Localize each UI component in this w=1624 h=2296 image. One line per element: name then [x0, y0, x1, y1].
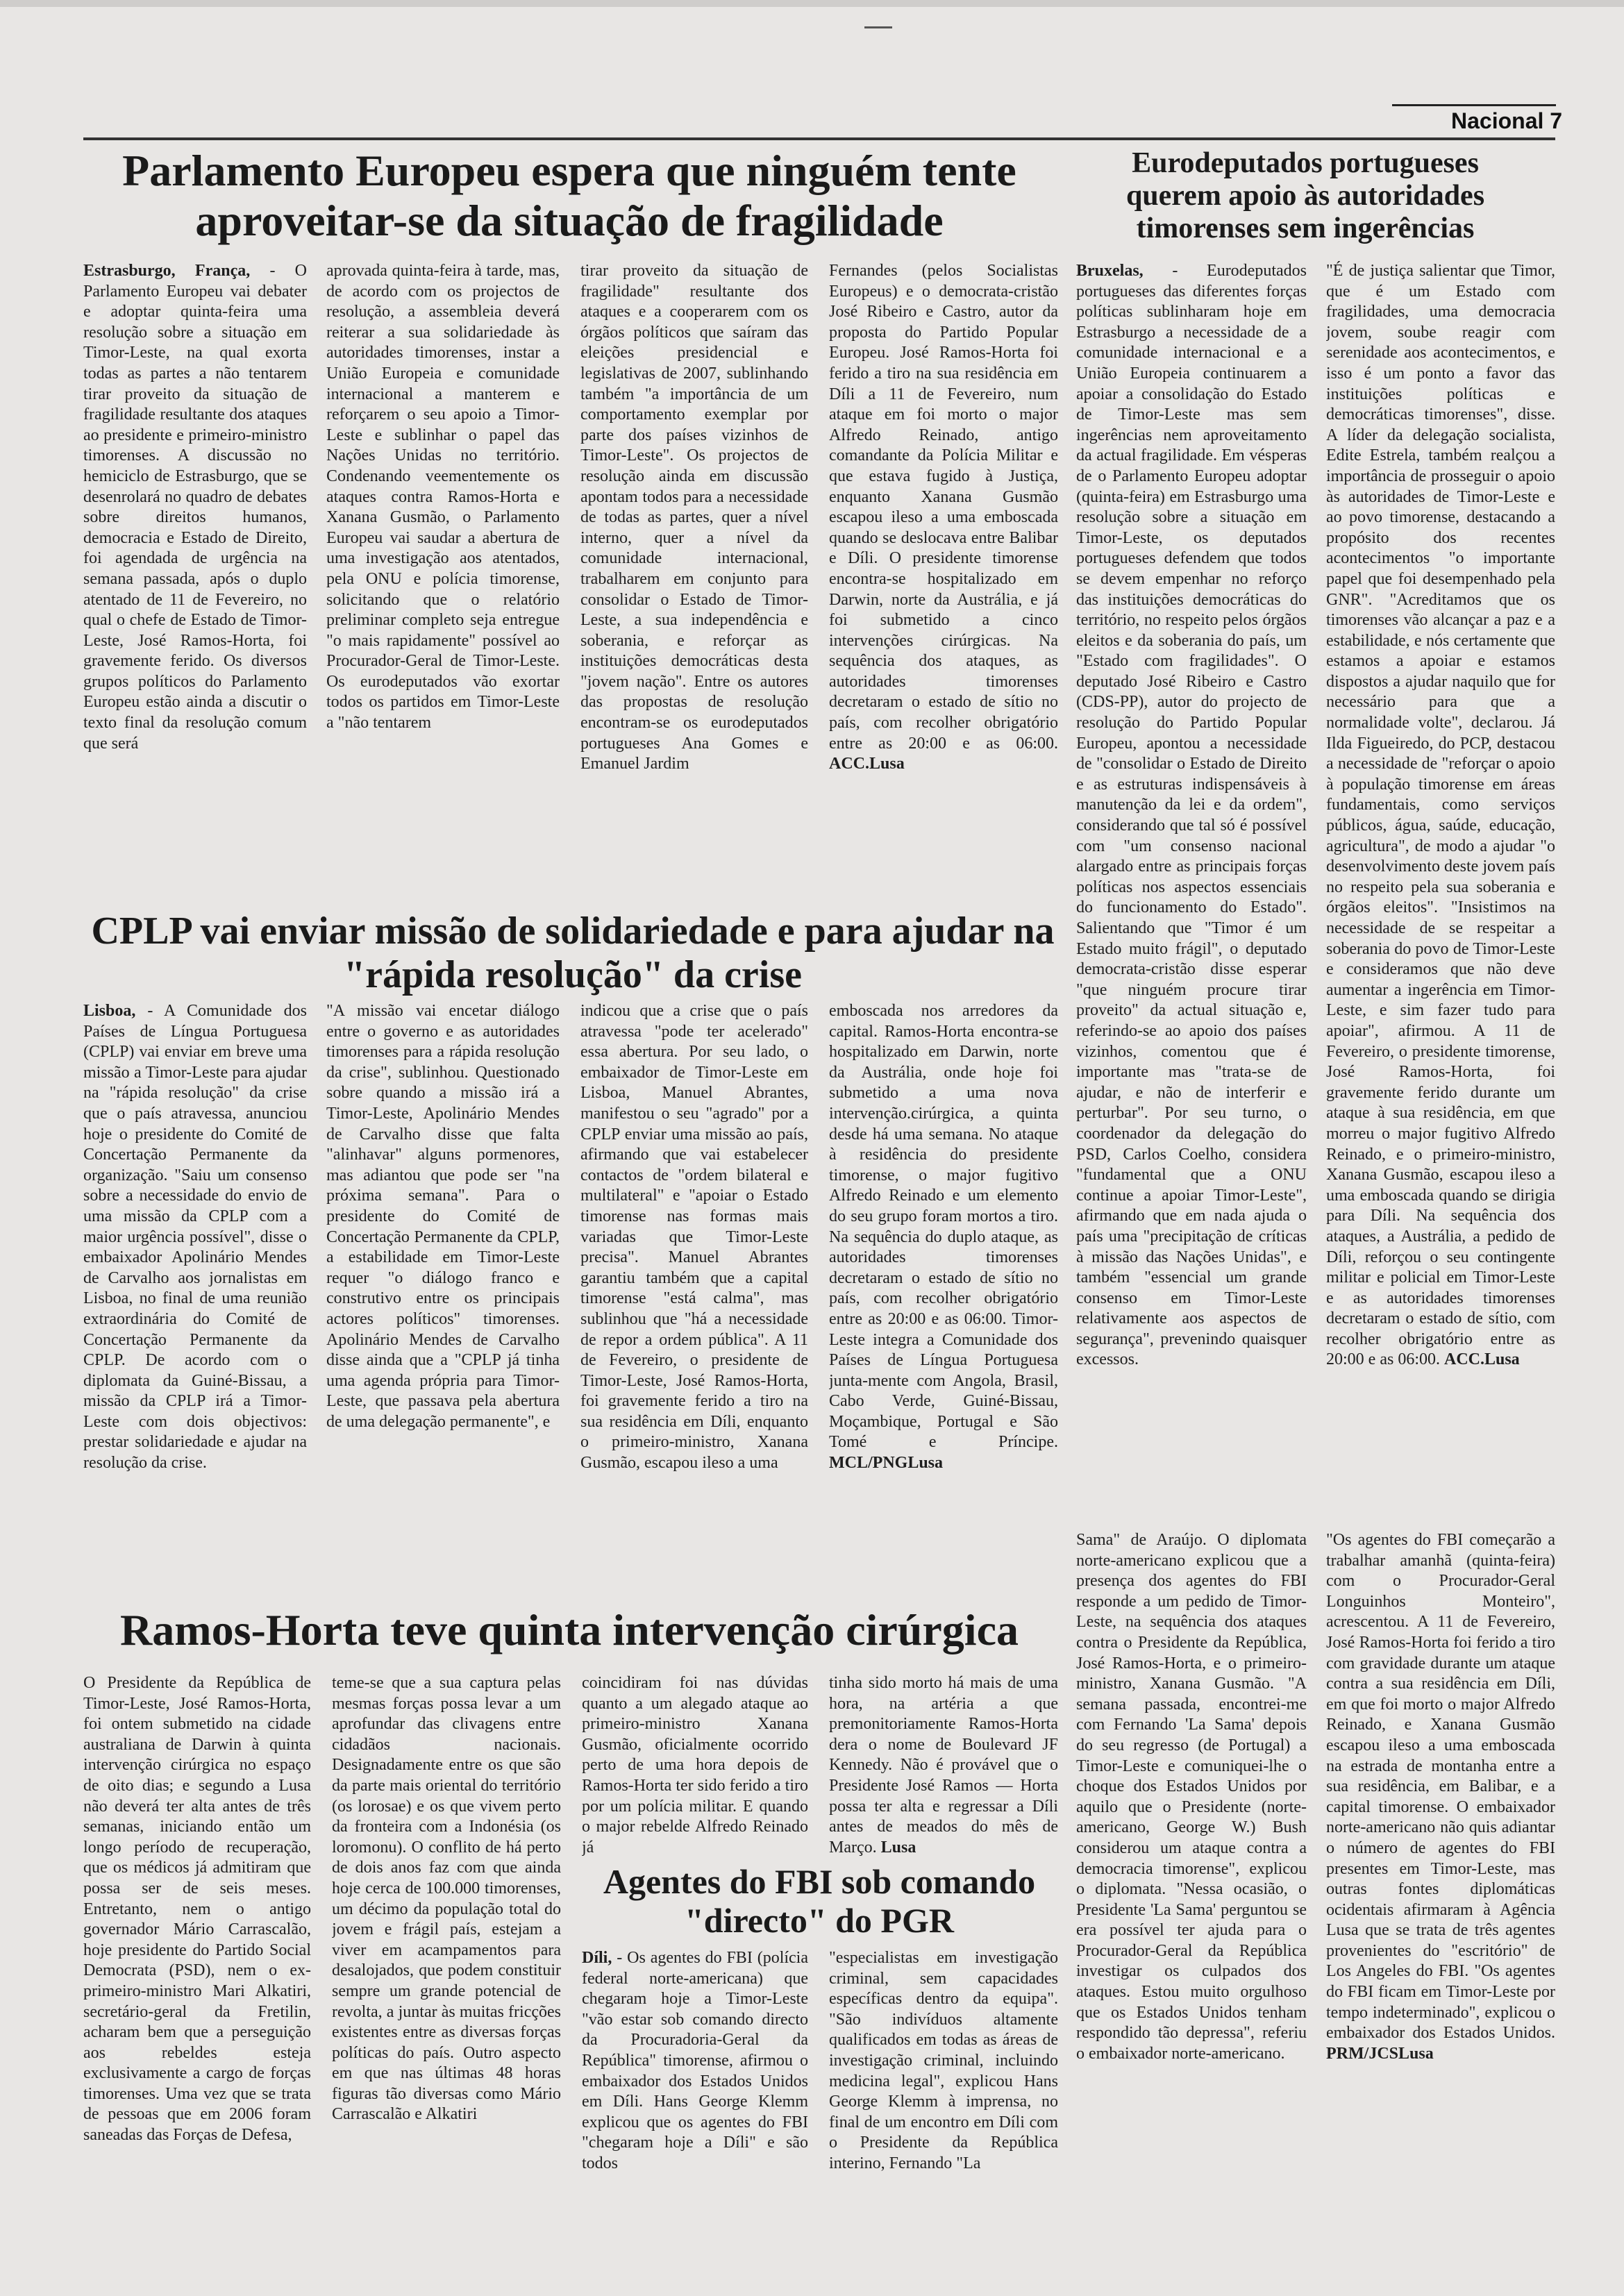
- parlamento-col2-text: aprovada quinta-feira à tarde, mas, de acordo com os projectos de resolução, a assembleia deverá reiterar a sua solidariedade às autoridades timorenses, instar a União Europeia e comunidade internacional a manterem e reforçarem o seu apoio a Timor-Leste e sublinhar o papel das Nações Unidas no território. Condenando veementemente os ataques contra Ramos-Horta e Xanana Gusmão, o Parlamento Europeu vai saudar a abertura de uma investigação aos atentados, pela ONU e polícia timorense, solicitando que o relatório preliminar completo seja entregue "o mais rapidamente" possível ao Procurador-Geral de Timor-Leste. Os eurodeputados vão exortar todos os partidos em Timor-Leste a "não tentarem: [326, 262, 560, 732]
- cplp-col2-text: "A missão vai encetar diálogo entre o governo e as autoridades timorenses para a rápida resolução da crise", sublinhou. Questionado sobre quando a missão irá a Timor-Leste, Apolinário Mendes de Carvalho disse que falta "alinhavar" alguns pormenores, mas adiantou que pode ser "na próxima semana". Para o presidente do Comité de Concertação Permanente da CPLP, a estabilidade em Timor-Leste requer "o diálogo franco e construtivo entre os principais actores políticos" timorenses. Apolinário Mendes de Carvalho disse ainda que a "CPLP já tinha uma agenda própria para Timor-Leste, que passava pela abertura de uma delegação permanente", e: [326, 1002, 560, 1431]
- fbi-signoff: PRM/JCSLusa: [1326, 2044, 1434, 2063]
- ramos-horta-column-2: [332, 1673, 561, 2208]
- eurodeputados-column-2: [1326, 261, 1555, 1511]
- fbi-column-2: [829, 1948, 1058, 2205]
- ramos-horta-column-4: [829, 1673, 1058, 1861]
- cplp-column-4: [829, 1001, 1058, 1598]
- cplp-col4-text: emboscada nos arredores da capital. Ramos-Horta encontra-se hospitalizado em Darwin, norte da Austrália, onde hoje foi submetido a uma nova intervenção.cirúrgica, a quinta desde há uma semana. No ataque à residência do presidente timorense, o major fugitivo Alfredo Reinado e um elemento do seu grupo foram mortos a tiro. Na sequência do duplo ataque, as autoridades timorenses decretaram o estado de sítio no país, com recolher obrigatório entre as 20:00 e as 06:00. Timor-Leste integra a Comunidade dos Países de Língua Portuguesa junta-mente com Angola, Brasil, Cabo Verde, Guiné-Bissau, Moçambique, Portugal e São Tomé e Príncipe.: [829, 1002, 1058, 1452]
- headline-fbi: Agentes do FBI sob comando "directo" do PGR: [603, 1862, 1036, 1940]
- ramos-horta-signoff: Lusa: [880, 1838, 916, 1857]
- parlamento-column-3: [580, 261, 808, 903]
- ramos-horta-col4-text: tinha sido morto há mais de uma hora, na artéria a que premonitoriamente Ramos-Horta dera o nome de Boulevard JF Kennedy. Não é provável que o Presidente José Ramos — Horta possa ter alta e regressar a Díli antes de meados do mês de Março.: [829, 1674, 1058, 1857]
- ramos-horta-column-1: [83, 1673, 311, 2208]
- fbi-column-1: [582, 1948, 808, 2205]
- fbi-col1-text: - Os agentes do FBI (polícia federal norte-americana) que chegaram hoje a Timor-Leste "vão estar sob comando directo da Procuradoria-Geral da República" timorense, afirmou o embaixador dos Estados Unidos em Díli. Hans George Klemm explicou que os agentes do FBI "chegaram hoje a Díli" e são todos: [582, 1949, 808, 2172]
- folio-tick-mark: [864, 26, 892, 28]
- cplp-column-2: [326, 1001, 560, 1598]
- parlamento-col1-text: - O Parlamento Europeu vai debater e adoptar quinta-feira uma resolução sobre a situação em Timor-Leste, na qual exorta todas as partes a não tentarem tirar proveito da situação de fragilidade resultante dos ataques ao presidente e primeiro-ministro timorenses. A discussão no hemiciclo de Estrasburgo, que se desenrolará no quadro de debates sobre direitos humanos, democracia e Estado de Direito, foi agendada de urgência na semana passada, após o duplo atentado de 11 de Fevereiro, no qual o chefe de Estado de Timor-Leste, José Ramos-Horta, foi gravemente ferido. Os diversos grupos políticos do Parlamento Europeu estão ainda a discutir o texto final da resolução comum que será: [83, 262, 307, 753]
- section-page-label: Nacional 7: [1451, 108, 1563, 133]
- ramos-horta-column-3: [582, 1673, 808, 1861]
- cplp-col3-text: indicou que a crise que o país atravessa "pode ter acelerado" essa abertura. Por seu lado, o embaixador de Timor-Leste em Lisboa, Manuel Abrantes, manifestou o seu "agrado" por a CPLP enviar uma missão ao país, afirmando que vai estabelecer contactos de "ordem bilateral e multilateral" e "apoiar o Estado timorense nas formas mais variadas que Timor-Leste precisa". Manuel Abrantes garantiu também que a capital timorense "está calma", mas sublinhou que "há a necessidade de repor a ordem pública". A 11 de Fevereiro, o presidente de Timor-Leste, José Ramos-Horta, foi gravemente ferido a tiro na sua residência em Díli, enquanto o primeiro-ministro, Xanana Gusmão, escapou ileso a uma: [580, 1002, 808, 1473]
- parlamento-column-1: [83, 261, 307, 903]
- cplp-col1-text: - A Comunidade dos Países de Língua Portuguesa (CPLP) vai enviar em breve uma missão a Timor-Leste para ajudar na "rápida resolução" da crise que o país atravessa, anunciou hoje o presidente do Comité de Concertação Permanente da organização. "Saiu um consenso sobre a necessidade do envio de uma missão da CPLP com a maior urgência possível", disse o embaixador Apolinário Mendes de Carvalho aos jornalistas em Lisboa, no final de uma reunião extraordinária do Comité de Concertação Permanente da CPLP. De acordo com o diplomata da Guiné-Bissau, a missão da CPLP irá a Timor-Leste com dois objectivos: prestar solidariedade e ajudar na resolução da crise.: [83, 1002, 307, 1473]
- ramos-horta-col2-text: teme-se que a sua captura pelas mesmas forças possa levar a um aprofundar das clivagens entre cidadãos nacionais. Designadamente entre os que são da parte mais oriental do território (os lorosae) e os que vivem perto da fronteira com a Indonésia (os loromonu). O conflito de há perto de dois anos faz com que ainda hoje cerca de 100.000 timorenses, um décimo da população total do jovem e frágil país, estejam a viver em acampamentos para desalojados, que podem constituir sempre um grande potencial de revolta, a juntar às muitas fricções existentes entre as diversas forças políticas do país. Outro aspecto em que nas últimas 48 horas figuras tão diversas como Mário Carrascalão e Alkatiri: [332, 1674, 561, 2124]
- page-top-edge: [0, 0, 1624, 7]
- cplp-signoff: MCL/PNGLusa: [829, 1454, 944, 1473]
- parlamento-dateline: Estrasburgo, França,: [83, 262, 251, 280]
- parlamento-column-4: [829, 261, 1058, 903]
- fbi-column-4: [1326, 1530, 1555, 2211]
- fbi-col2-text: "especialistas em investigação criminal, sem capacidades específicas dentro da equipa". "São indivíduos altamente qualificados em todas as áreas de investigação criminal, incluindo medicina legal", explicou Hans George Klemm à imprensa, no final de um encontro em Díli com o Presidente da República interino, Fernando "La: [829, 1949, 1058, 2172]
- cplp-column-1: [83, 1001, 307, 1598]
- section-header-rule: [1392, 104, 1556, 106]
- parlamento-col4-text: Fernandes (pelos Socialistas Europeus) e o democrata-cristão José Ribeiro e Castro, autor da proposta do Partido Popular Europeu. José Ramos-Horta foi ferido a tiro na sua residência em Díli a 11 de Fevereiro, num ataque em foi morto o major Alfredo Reinado, antigo comandante da Polícia Militar e que estava fugido à Justiça, enquanto Xanana Gusmão escapou ileso a uma emboscada quando se deslocava entre Balibar e Díli. O presidente timorense encontra-se hospitalizado em Darwin, norte da Austrália, e já foi submetido a cinco intervenções cirúrgicas. Na sequência dos ataques, as autoridades timorenses decretaram o estado de sítio no país, com recolher obrigatório entre as 20:00 e as 06:00.: [829, 262, 1058, 753]
- headline-parlamento: Parlamento Europeu espera que ninguém tente aproveitar-se da situação de fragilidade: [122, 146, 1016, 245]
- eurodeputados-col2-text: "É de justiça salientar que Timor, que é um Estado com fragilidades, uma democracia jovem, soube reagir com serenidade aos acontecimentos, e isso é um ponto a favor das instituições políticas e democráticas timorenses", disse. A líder da delegação socialista, Edite Estrela, também realçou a importância de prosseguir o apoio às autoridades de Timor-Leste e ao povo timorense, destacando a propósito dos recentes acontecimentos "o importante papel que foi desempenhado pela GNR". "Acreditamos que os timorenses vão alcançar a paz e a estabilidade, e nós certamente que estamos a apoiar e estamos dispostos a ajudar naquilo que for necessário para que a normalidade volte", declarou. Já Ilda Figueiredo, do PCP, destacou a necessidade de "reforçar o apoio à população timorense em áreas fundamentais, como serviços públicos, água, saúde, educação, agricultura", de modo a ajudar "o desenvolvimento deste jovem país no respeito pela sua soberania e órgãos eleitos". "Insistimos na necessidade de se respeitar a soberania do povo de Timor-Leste e consideramos que não deve aumentar a ingerência em Timor-Leste, e sim fazer tudo para apoiar", afirmou. A 11 de Fevereiro, o presidente timorense, José Ramos-Horta, foi gravemente ferido durante um ataque à sua residência, em que morreu o major fugitivo Alfredo Reinado, e o primeiro-ministro, Xanana Gusmão, escapou ileso a uma emboscada quando se dirigia para Díli. Na sequência dos ataques, a Austrália, a pedido de Díli, reforçou o seu contingente militar e policial em Timor-Leste e as autoridades timorenses decretaram o estado de sítio, com recolher obrigatório entre as 20:00 e as 06:00.: [1326, 262, 1555, 1369]
- headline-cplp: CPLP vai enviar missão de solidariedade e para ajudar na "rápida resolução" da crise: [91, 910, 1055, 996]
- fbi-col4-text: "Os agentes do FBI começarão a trabalhar amanhã (quinta-feira) com o Procurador-Geral Longuinhos Monteiro", acrescentou. A 11 de Fevereiro, José Ramos-Horta foi ferido a tiro com gravidade durante um ataque contra a sua residência em Díli, em que foi morto o major Alfredo Reinado, e Xanana Gusmão escapou ileso a uma emboscada na estrada de montanha entre a sua residência, em Balibar, e a capital timorense. O embaixador norte-americano não quis adiantar o número de agentes do FBI presentes em Timor-Leste, mas outras fontes diplomáticas ocidentais afirmaram à Agência Lusa que se trata de três agentes provenientes do "escritório" de Los Angeles do FBI. "Os agentes do FBI ficam em Timor-Leste por tempo indeterminado", explicou o embaixador dos Estados Unidos.: [1326, 1531, 1555, 2043]
- parlamento-signoff: ACC.Lusa: [829, 755, 905, 773]
- fbi-dateline: Díli,: [582, 1949, 612, 1967]
- ramos-horta-col3-text: coincidiram foi nas dúvidas quanto a um alegado ataque ao primeiro-ministro Xanana Gusmão, oficialmente ocorrido perto de uma hora depois de Ramos-Horta ter sido ferido a tiro por um polícia militar. E quando o major rebelde Alfredo Reinado já: [582, 1674, 808, 1857]
- parlamento-col3-text: tirar proveito da situação de fragilidade" resultante dos ataques e a cooperarem com os órgãos políticos que saíram das eleições presidencial e legislativas de 2007, sublinhando também "a importância de um comportamento exemplar por parte dos países vizinhos de Timor-Leste". Os projectos de resolução ainda em discussão apontam todos para a necessidade de todas as partes, quer a nível interno, quer a nível da comunidade internacional, trabalharem em conjunto para consolidar o Estado de Timor-Leste, a sua independência e soberania, e reforçar as instituições democráticas desta "jovem nação". Entre os autores das propostas de resolução encontram-se os eurodeputados portugueses Ana Gomes e Emanuel Jardim: [580, 262, 808, 773]
- fbi-column-3: [1076, 1530, 1307, 2211]
- parlamento-column-2: [326, 261, 560, 903]
- ramos-horta-col1-text: O Presidente da República de Timor-Leste, José Ramos-Horta, foi ontem submetido na cidade australiana de Darwin à quinta intervenção cirúrgica no espaço de oito dias; e segundo a Lusa não deverá ter alta antes de três semanas, iniciando então um longo período de recuperação, que os médicos já admitiram que possa ser de seis meses. Entretanto, nem o antigo governador Mário Carrascalão, hoje presidente do Partido Social Democrata (PSD), nem o ex-primeiro-ministro Mari Alkatiri, secretário-geral da Fretilin, acharam bem que a perseguição aos rebeldes esteja exclusivamente a cargo de forças timorenses. Uma vez que se trata de pessoas que em 2006 foram saneadas das Forças de Defesa,: [83, 1674, 311, 2145]
- cplp-column-3: [580, 1001, 808, 1598]
- eurodeputados-dateline: Bruxelas,: [1076, 262, 1144, 280]
- cplp-dateline: Lisboa,: [83, 1002, 136, 1020]
- eurodeputados-signoff: ACC.Lusa: [1443, 1350, 1520, 1369]
- eurodeputados-col1-text: - Eurodeputados portugueses das diferentes forças políticas sublinharam hoje em Estrasburgo a necessidade de a comunidade internacional e a União Europeia continuarem a apoiar a consolidação do Estado de Timor-Leste mas sem ingerências nem aproveitamento da actual fragilidade. Em vésperas de o Parlamento Europeu adoptar (quinta-feira) em Estrasburgo uma resolução sobre a situação em Timor-Leste, os deputados portugueses defendem que todos se devem empenhar no reforço das instituições democráticas do território, no respeito pelos órgãos eleitos e da soberania do país, um "Estado com fragilidades". O deputado José Ribeiro e Castro (CDS-PP), autor do projecto de resolução do Partido Popular Europeu, apontou a necessidade de "consolidar o Estado de Direito e as estruturas indispensáveis à manutenção da lei e da ordem", considerando que tal só é possível com "um consenso nacional alargado entre as principais forças políticas nos aspectos essenciais do funcionamento do Estado". Salientando que "Timor é um Estado muito frágil", o deputado democrata-cristão disse esperar "que ninguém procure tirar proveito" da actual situação e, referindo-se ao apoio dos países vizinhos, comentou que é importante mas "trata-se de ajudar, e não de interferir e perturbar". Por seu turno, o coordenador da delegação do PSD, Carlos Coelho, considera "fundamental que a ONU continue a apoiar Timor-Leste", afirmando que em nada ajuda o país uma "precipitação de críticas à missão das Nações Unidas", e também "essencial um grande consenso em Timor-Leste relativamente aos aspectos de segurança", prevenindo quaisquer excessos.: [1076, 262, 1307, 1369]
- headline-eurodeputados: Eurodeputados portugueses querem apoio às autoridades timorenses sem ingerências: [1125, 147, 1485, 245]
- fbi-col3-text: Sama" de Araújo. O diplomata norte-americano explicou que a presença dos agentes do FBI responde a um pedido de Timor-Leste, na sequência dos ataques contra o Presidente da República, José Ramos-Horta, e o primeiro-ministro, Xanana Gusmão. "A semana passada, encontrei-me com Fernando 'La Sama' depois do seu regresso (de Portugal) a Timor-Leste e comuniquei-lhe o choque dos Estados Unidos por aquilo que o Presidente (norte-americano, George W.) Bush considerou um ataque contra a democracia timorense", explicou o diplomata. "Nessa ocasião, o Presidente 'La Sama' perguntou se era possível ter ajuda para o Procurador-Geral da República investigar os culpados dos ataques. Estou muito orgulhoso que os Estados Unidos tenham respondido tão depressa", referiu o embaixador norte-americano.: [1076, 1531, 1307, 2063]
- headline-ramos-horta: Ramos-Horta teve quinta intervenção cirúrgica: [120, 1605, 1019, 1654]
- main-header-rule: [83, 137, 1555, 140]
